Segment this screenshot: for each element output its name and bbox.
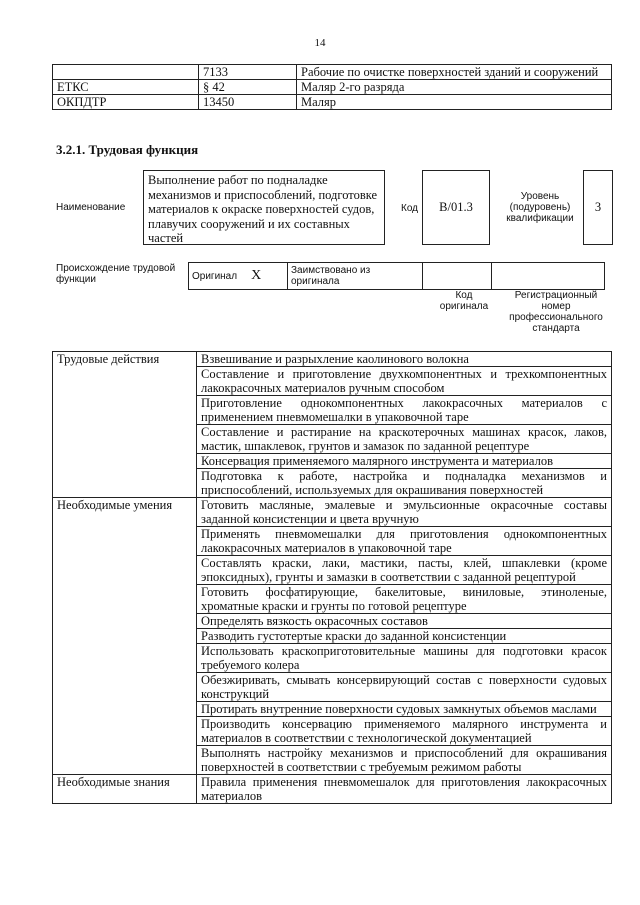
original-code-cell: [423, 263, 492, 290]
original-label: Оригинал: [192, 271, 238, 282]
item-cell: Консервация применяемого малярного инструмента и материалов: [197, 454, 612, 469]
item-cell: Готовить фосфатирующие, бакелитовые, виниловые, этиноленые, хроматные краски и грунты по готовой рецептуре: [197, 585, 612, 614]
code-system-cell: ЕТКС: [53, 80, 199, 95]
category-cell: Необходимые умения: [53, 498, 197, 775]
page-number: 14: [314, 37, 326, 49]
function-code-value: B/01.3: [439, 200, 473, 214]
item-cell: Использовать краскоприготовительные машины для подготовки красок требуемого колера: [197, 644, 612, 673]
function-code-box: [422, 170, 490, 245]
item-cell: Составлять краски, лаки, мастики, пасты, клей, шпаклевки (кроме эпоксидных), грунты и замазки в соответствии с заданной рецептурой: [197, 556, 612, 585]
item-cell: Готовить масляные, эмалевые и эмульсионные окрасочные составы заданной консистенции и цвета вручную: [197, 498, 612, 527]
item-cell: Составление и растирание на краскотерочных машинах красок, лаков, мастик, шпаклевок, грунтов и замазок по заданной рецептуре: [197, 425, 612, 454]
code-cell: 7133: [199, 65, 297, 80]
code-system-cell: ОКПДТР: [53, 95, 199, 110]
item-cell: Подготовка к работе, настройка и подналадка механизмов и приспособлений, используемых для окрашивания поверхностей: [197, 469, 612, 498]
item-cell: Применять пневмомешалки для приготовления однокомпонентных лакокрасочных материалов в упаковочной таре: [197, 527, 612, 556]
qualification-level-value: 3: [594, 200, 602, 214]
name-label: Наименование: [56, 202, 126, 213]
table-row: [53, 95, 612, 110]
item-cell: Протирать внутренние поверхности судовых замкнутых объемов маслами: [197, 702, 612, 717]
code-name-cell: Маляр 2-го разряда: [297, 80, 612, 95]
function-details-table: [52, 351, 612, 804]
item-cell: Определять вязкость окрасочных составов: [197, 614, 612, 629]
item-cell: Обезжиривать, смывать консервирующий состав с поверхности судовых конструкций: [197, 673, 612, 702]
origin-label: Происхождение трудовой функции: [56, 263, 176, 285]
item-cell: Составление и приготовление двухкомпонентных и трехкомпонентных лакокрасочных материалов ручным способом: [197, 367, 612, 396]
code-system-cell: [53, 65, 199, 80]
occupation-codes-table: [52, 64, 612, 110]
original-code-caption: Код оригинала: [439, 290, 489, 312]
original-cell: [189, 263, 288, 290]
code-name-cell: Маляр: [297, 95, 612, 110]
item-cell: Правила применения пневмомешалок для приготовления лакокрасочных материалов: [197, 775, 612, 804]
original-mark: X: [251, 268, 262, 283]
table-row: [53, 498, 612, 527]
table-row: [53, 775, 612, 804]
section-title: 3.2.1. Трудовая функция: [56, 142, 199, 157]
borrowed-cell: Заимствовано из оригинала: [288, 263, 423, 290]
item-cell: Разводить густотертые краски до заданной консистенции: [197, 629, 612, 644]
table-row: [53, 352, 612, 367]
category-cell: Необходимые знания: [53, 775, 197, 804]
function-name-box: Выполнение работ по подналадке механизмов и приспособлений, подготовке материалов к окраске поверхностей судов, плавучих сооружений и их составных частей: [143, 170, 385, 245]
qualification-level-label: Уровень (подуровень) квалификации: [506, 191, 574, 224]
item-cell: Приготовление однокомпонентных лакокрасочных материалов с применением пневмомешалки в упаковочной таре: [197, 396, 612, 425]
code-label: Код: [401, 203, 419, 214]
item-cell: Взвешивание и разрыхление каолинового волокна: [197, 352, 612, 367]
code-name-cell: Рабочие по очистке поверхностей зданий и сооружений: [297, 65, 612, 80]
item-cell: Производить консервацию применяемого малярного инструмента и материалов в соответствии с технологической документацией: [197, 717, 612, 746]
reg-number-cell: [492, 263, 605, 290]
category-cell: Трудовые действия: [53, 352, 197, 498]
table-row: [189, 263, 605, 290]
qualification-level-box: [583, 170, 613, 245]
item-cell: Выполнять настройку механизмов и приспособлений для окрашивания поверхностей в соответствии с требуемым режимом работы: [197, 746, 612, 775]
table-row: [53, 80, 612, 95]
origin-table: [188, 262, 605, 290]
reg-number-caption: Регистрационный номер профессионального стандарта: [509, 290, 603, 334]
code-cell: § 42: [199, 80, 297, 95]
code-cell: 13450: [199, 95, 297, 110]
table-row: [53, 65, 612, 80]
